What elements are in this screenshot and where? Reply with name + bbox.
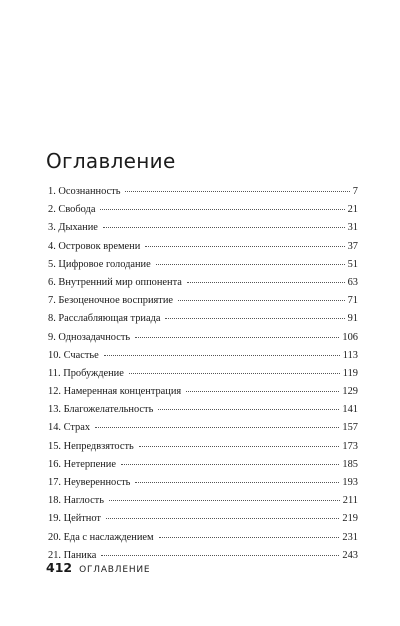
toc-entry-label: 16. Нетерпение xyxy=(48,458,116,470)
toc-entry xyxy=(48,186,358,204)
toc-entry xyxy=(48,350,358,368)
toc-entry xyxy=(48,204,358,222)
dot-leader xyxy=(186,391,339,392)
toc-entry-page: 185 xyxy=(342,458,358,470)
toc-entry xyxy=(48,459,358,477)
toc-entry-page: 173 xyxy=(342,440,358,452)
toc-entry-page: 231 xyxy=(342,531,358,543)
toc-entry xyxy=(48,241,358,259)
toc-entry-label: 19. Цейтнот xyxy=(48,513,101,525)
toc-entry-label: 15. Непредвзятость xyxy=(48,440,134,452)
toc-entry-page: 7 xyxy=(352,186,358,197)
toc-entry xyxy=(48,422,358,440)
dot-leader xyxy=(109,500,340,501)
toc-entry-label: 20. Еда с наслаждением xyxy=(48,531,154,543)
toc-entry-page: 91 xyxy=(347,313,358,325)
toc-entry-label: 5. Цифровое голодание xyxy=(48,258,151,270)
page-footer xyxy=(46,560,150,575)
toc-entry-label: 10. Счастье xyxy=(48,349,99,361)
toc-entry-page: 21 xyxy=(347,204,358,216)
toc-entry xyxy=(48,277,358,295)
toc-entry-page: 211 xyxy=(342,495,358,507)
toc-entry xyxy=(48,386,358,404)
toc-entry-label: 1. Осознанность xyxy=(48,186,121,197)
dot-leader xyxy=(158,409,339,410)
toc-entry-page: 37 xyxy=(347,240,358,252)
dot-leader xyxy=(135,337,339,338)
toc-entry xyxy=(48,222,358,240)
toc-entry-label: 11. Пробуждение xyxy=(48,367,124,379)
toc-entry-label: 6. Внутренний мир оппонента xyxy=(48,276,182,288)
toc-title: Оглавление xyxy=(46,149,176,173)
toc-entry xyxy=(48,313,358,331)
toc-entry-label: 14. Страх xyxy=(48,422,91,434)
toc-entry-page: 113 xyxy=(342,349,358,361)
dot-leader xyxy=(187,282,345,283)
toc-entry-page: 71 xyxy=(347,295,358,307)
toc-entry xyxy=(48,332,358,350)
toc-entry-label: 9. Однозадачность xyxy=(48,331,131,343)
dot-leader xyxy=(121,464,339,465)
toc-entry xyxy=(48,532,358,550)
toc-entry xyxy=(48,441,358,459)
toc-entry-page: 106 xyxy=(342,331,358,343)
toc-entry-page: 219 xyxy=(342,513,358,525)
toc-entry-label: 7. Безоценочное восприятие xyxy=(48,295,174,307)
dot-leader xyxy=(159,537,340,538)
dot-leader xyxy=(106,518,339,519)
toc-entry-label: 8. Расслабляющая триада xyxy=(48,313,161,325)
toc-entry-page: 31 xyxy=(347,222,358,234)
toc-entry-page: 193 xyxy=(342,477,358,488)
toc-entry xyxy=(48,477,358,495)
dot-leader xyxy=(135,482,339,483)
toc-entry-label: 21. Паника xyxy=(48,549,97,561)
toc-entry-page: 129 xyxy=(342,386,358,398)
dot-leader xyxy=(129,373,340,374)
toc-entry-page: 157 xyxy=(342,422,358,434)
toc-entry-label: 3. Дыхание xyxy=(48,222,98,234)
dot-leader xyxy=(125,191,349,192)
dot-leader xyxy=(145,246,344,247)
toc-entry-page: 119 xyxy=(342,367,358,379)
toc-entry-label: 2. Свобода xyxy=(48,204,96,216)
dot-leader xyxy=(103,227,345,228)
toc-entry-label: 18. Наглость xyxy=(48,495,104,507)
toc-entry-label: 12. Намеренная концентрация xyxy=(48,386,182,398)
toc-entry xyxy=(48,513,358,531)
toc-entry-page: 51 xyxy=(347,258,358,270)
toc-list xyxy=(48,186,358,568)
dot-leader xyxy=(101,555,339,556)
toc-entry xyxy=(48,259,358,277)
dot-leader xyxy=(95,427,339,428)
dot-leader xyxy=(178,300,345,301)
dot-leader xyxy=(100,209,344,210)
toc-entry-page: 63 xyxy=(347,276,358,288)
dot-leader xyxy=(165,318,344,319)
toc-entry-label: 4. Островок времени xyxy=(48,240,141,252)
toc-entry xyxy=(48,295,358,313)
toc-entry xyxy=(48,495,358,513)
toc-entry xyxy=(48,368,358,386)
toc-entry-page: 243 xyxy=(342,549,358,561)
toc-entry-label: 13. Благожелательность xyxy=(48,404,154,416)
toc-entry-page: 141 xyxy=(342,404,358,416)
page-number: 412 xyxy=(46,560,73,575)
running-header: ОГЛАВЛЕНИЕ xyxy=(79,565,151,575)
toc-entry-label: 17. Неуверенность xyxy=(48,477,131,488)
dot-leader xyxy=(139,446,340,447)
toc-entry xyxy=(48,404,358,422)
dot-leader xyxy=(156,264,345,265)
dot-leader xyxy=(104,355,340,356)
